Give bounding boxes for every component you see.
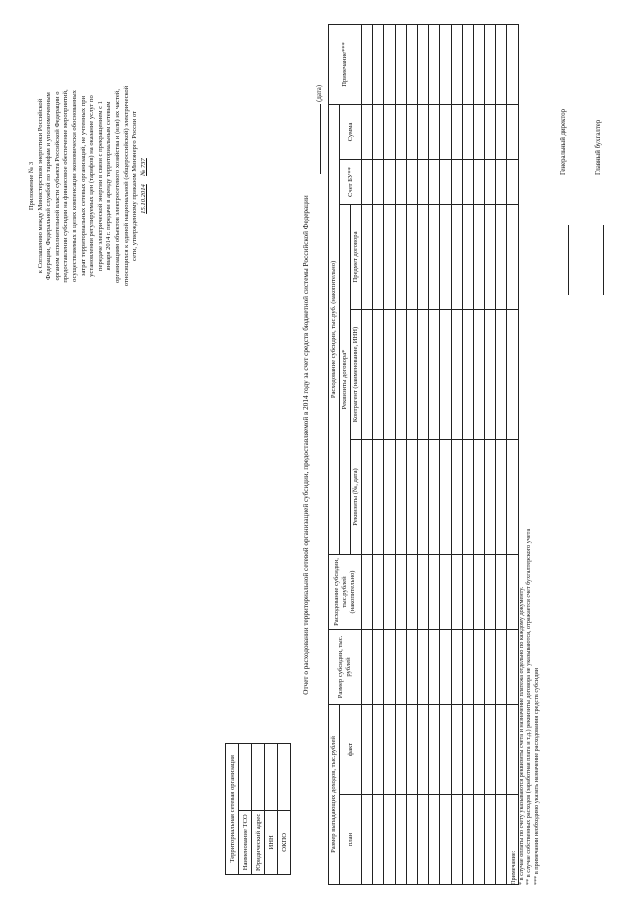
table-cell <box>384 309 395 439</box>
table-cell <box>462 24 473 104</box>
table-cell <box>507 24 518 104</box>
table-row <box>384 24 395 884</box>
table-cell <box>384 24 395 104</box>
table-cell <box>395 795 406 885</box>
subsidy-spent-header: Расходование субсидии, тыс.рублей (накопительно) <box>329 554 362 629</box>
table-cell <box>429 204 440 309</box>
plan-header: план <box>340 795 362 885</box>
table-cell <box>485 704 496 794</box>
table-cell <box>395 159 406 204</box>
table-cell <box>440 204 451 309</box>
table-row <box>395 24 406 884</box>
annex-line: к Соглашению между Министерством энергетики Российской <box>36 98 44 274</box>
table-cell <box>485 104 496 159</box>
table-cell <box>451 439 462 554</box>
org-row-value <box>239 743 252 810</box>
table-cell <box>384 795 395 885</box>
table-cell <box>362 24 373 104</box>
notes-title: Примечание: <box>510 850 517 885</box>
annex-line: организациям объектов электросетевого хозяйства и (или) их частей, <box>113 89 121 283</box>
annex-header <box>28 25 148 347</box>
table-cell <box>373 795 384 885</box>
table-cell <box>440 104 451 159</box>
table-cell <box>373 309 384 439</box>
table-body <box>362 24 519 884</box>
org-row-label: Наименование ТСО <box>239 810 252 874</box>
table-cell <box>395 554 406 629</box>
table-cell <box>451 24 462 104</box>
table-cell <box>473 704 484 794</box>
table-cell <box>451 554 462 629</box>
table-cell <box>429 439 440 554</box>
table-cell <box>462 439 473 554</box>
table-cell <box>451 104 462 159</box>
table-cell <box>485 439 496 554</box>
table-cell <box>473 159 484 204</box>
note-item: *** в примечании необходимо указать назначение расходования средств субсидии <box>532 668 540 885</box>
spending-header: Расходование субсидии, тыс.руб. (накопительно) <box>329 104 340 554</box>
table-cell <box>473 24 484 104</box>
fact-header: факт <box>340 704 362 794</box>
table-cell <box>451 204 462 309</box>
report-date <box>316 85 323 195</box>
note-item: ** в случае собственных расходов (заработная плата и т.д.) реквизиты договора не указываются, отражается счет бухгалтерского учета <box>525 528 533 885</box>
annex-line: осуществляемых в целях компенсации экономически обоснованных <box>70 90 78 282</box>
table-cell <box>373 24 384 104</box>
table-cell <box>429 309 440 439</box>
table-cell <box>373 629 384 704</box>
table-cell <box>406 104 417 159</box>
table-cell <box>417 629 428 704</box>
table-cell <box>496 309 507 439</box>
table-cell <box>440 554 451 629</box>
org-row-value <box>252 743 265 810</box>
org-row-label: ИНН <box>265 810 278 874</box>
table-cell <box>473 554 484 629</box>
org-row-label: Юридический адрес <box>252 810 265 874</box>
table-cell <box>462 795 473 885</box>
footnotes <box>510 385 540 885</box>
annex-line: установлении регулируемых цен (тарифов) на оказание услуг по <box>88 95 96 277</box>
org-row-value <box>265 743 278 810</box>
table-cell <box>485 629 496 704</box>
income-header: Размер выпадающих доходов, тыс.рублей <box>329 704 340 884</box>
table-cell <box>373 439 384 554</box>
table-cell <box>384 204 395 309</box>
table-cell <box>417 159 428 204</box>
table-cell <box>362 159 373 204</box>
table-cell <box>406 795 417 885</box>
table-cell <box>429 795 440 885</box>
annex-order <box>140 25 149 347</box>
table-row <box>473 24 484 884</box>
table-cell <box>417 795 428 885</box>
annex-line: предоставлении субсидии на финансовое обеспечение мероприятий, <box>62 89 70 283</box>
accountant-signature-line <box>603 225 604 295</box>
table-cell <box>485 24 496 104</box>
table-cell <box>451 795 462 885</box>
table-cell <box>485 554 496 629</box>
table-cell <box>440 159 451 204</box>
order-number: № 737 <box>139 158 147 176</box>
table-row <box>406 24 417 884</box>
table-cell <box>362 795 373 885</box>
table-cell <box>395 704 406 794</box>
accountant-title: Главный бухгалтер <box>595 119 602 175</box>
table-cell <box>496 24 507 104</box>
contract-details-header: Реквизиты договора* <box>340 204 351 554</box>
table-cell <box>429 24 440 104</box>
table-cell <box>507 104 518 159</box>
table-cell <box>429 554 440 629</box>
table-cell <box>395 104 406 159</box>
table-cell <box>395 439 406 554</box>
table-cell <box>429 159 440 204</box>
counterparty-header: Контрагент (наименование, ИНН) <box>351 309 362 439</box>
note-item: * в случае оплаты по счету указываются реквизиты счета и назначение платежа отдельно по каждому документу. <box>517 586 525 885</box>
table-cell <box>473 439 484 554</box>
table-cell <box>462 309 473 439</box>
table-cell <box>362 309 373 439</box>
table-cell <box>473 204 484 309</box>
table-cell <box>485 159 496 204</box>
table-row <box>440 24 451 884</box>
table-cell <box>462 159 473 204</box>
table-cell <box>417 439 428 554</box>
table-cell <box>496 554 507 629</box>
org-row-value <box>278 743 291 810</box>
table-cell <box>384 439 395 554</box>
date-label: (дата) <box>316 85 323 102</box>
table-cell <box>496 104 507 159</box>
table-cell <box>507 159 518 204</box>
table-row <box>362 24 373 884</box>
table-cell <box>462 204 473 309</box>
table-cell <box>440 24 451 104</box>
table-row <box>496 24 507 884</box>
annex-line: относящихся к единой национальной (общероссийской) электрической <box>122 85 130 287</box>
annex-line: сети, утвержденному приказом Минэнерго России от <box>131 111 139 261</box>
table-cell <box>462 629 473 704</box>
table-cell <box>496 159 507 204</box>
table-cell <box>451 159 462 204</box>
amount-header: Сумма <box>340 104 362 159</box>
table-cell <box>473 629 484 704</box>
table-cell <box>485 795 496 885</box>
date-blank <box>320 104 321 174</box>
table-cell <box>406 439 417 554</box>
table-cell <box>417 554 428 629</box>
table-cell <box>395 204 406 309</box>
table-cell <box>496 439 507 554</box>
table-cell <box>406 629 417 704</box>
table-cell <box>440 629 451 704</box>
table-cell <box>384 629 395 704</box>
table-cell <box>496 204 507 309</box>
account-bu-header: Счет БУ** <box>340 159 362 204</box>
annex-line: января 2014 г. передачи в аренду территориальным сетевым <box>105 101 113 271</box>
table-cell <box>451 309 462 439</box>
table-cell <box>429 104 440 159</box>
table-cell <box>373 159 384 204</box>
table-cell <box>417 24 428 104</box>
table-cell <box>417 704 428 794</box>
table-cell <box>417 309 428 439</box>
table-cell <box>406 204 417 309</box>
table-cell <box>429 629 440 704</box>
table-cell <box>451 704 462 794</box>
table-cell <box>373 104 384 159</box>
table-cell <box>384 704 395 794</box>
table-row <box>373 24 384 884</box>
table-cell <box>362 629 373 704</box>
table-cell <box>462 554 473 629</box>
org-info-table <box>225 743 291 875</box>
table-row <box>451 24 462 884</box>
table-cell <box>406 309 417 439</box>
table-cell <box>395 24 406 104</box>
annex-line: затрат территориальных сетевых организаций, не учтенных при <box>79 95 87 277</box>
table-cell <box>440 439 451 554</box>
table-cell <box>362 439 373 554</box>
table-cell <box>373 704 384 794</box>
table-cell <box>395 629 406 704</box>
table-cell <box>395 309 406 439</box>
director-signature-line <box>568 225 569 295</box>
note-header: Примечание*** <box>329 24 362 104</box>
table-cell <box>507 204 518 309</box>
table-row <box>485 24 496 884</box>
table-cell <box>429 704 440 794</box>
table-cell <box>373 554 384 629</box>
table-cell <box>496 629 507 704</box>
table-cell <box>496 795 507 885</box>
table-cell <box>485 309 496 439</box>
table-cell <box>462 104 473 159</box>
report-title: Отчет о расходовании территориальной сетевой организацией субсидии, предоставляемой в 2014 году за счет средств бюджетной системы Российской Федерации <box>302 195 310 695</box>
table-cell <box>406 159 417 204</box>
org-table-header: Территориальная сетевая организация <box>226 743 239 874</box>
table-cell <box>362 204 373 309</box>
table-cell <box>440 309 451 439</box>
table-cell <box>417 204 428 309</box>
table-cell <box>462 704 473 794</box>
subsidy-report-table <box>328 24 519 885</box>
annex-line: передаче электрической энергии в связи с прекращением с 1 <box>96 101 104 271</box>
subsidy-size-header: Размер субсидии, тыс. рублей <box>329 629 362 704</box>
org-row-label: ОКПО <box>278 810 291 874</box>
table-cell <box>440 704 451 794</box>
table-cell <box>496 704 507 794</box>
table-cell <box>362 104 373 159</box>
annex-line: Федерации, Федеральной службой по тарифам и уполномоченным <box>45 92 53 280</box>
table-cell <box>384 104 395 159</box>
document-sheet <box>20 15 620 895</box>
order-date: 15.10.2014 <box>139 184 147 214</box>
table-cell <box>362 704 373 794</box>
table-cell <box>473 795 484 885</box>
director-title: Генеральный директор <box>560 109 567 175</box>
table-cell <box>473 309 484 439</box>
annex-line: Приложение № 3 <box>28 161 35 211</box>
table-row <box>429 24 440 884</box>
table-cell <box>406 704 417 794</box>
table-cell <box>384 554 395 629</box>
table-row <box>462 24 473 884</box>
table-cell <box>406 24 417 104</box>
contract-subject-header: Предмет договора <box>351 204 362 309</box>
table-cell <box>485 204 496 309</box>
table-row <box>417 24 428 884</box>
details-no-date-header: Реквизиты (№, дата) <box>351 439 362 554</box>
table-cell <box>417 104 428 159</box>
table-cell <box>384 159 395 204</box>
table-cell <box>473 104 484 159</box>
annex-line: органом исполнительной власти субъекта Российской Федерации о <box>53 91 61 281</box>
table-cell <box>406 554 417 629</box>
table-cell <box>451 629 462 704</box>
table-cell <box>362 554 373 629</box>
table-cell <box>373 204 384 309</box>
table-cell <box>440 795 451 885</box>
